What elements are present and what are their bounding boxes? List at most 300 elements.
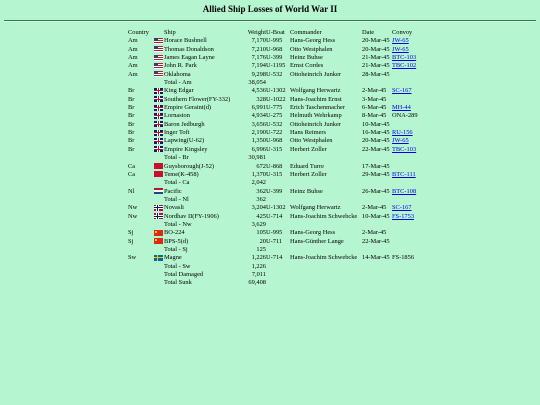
- country-cell: Ca: [128, 162, 136, 170]
- convoy-cell: [392, 54, 426, 62]
- empty-cell: [362, 196, 392, 204]
- flag-cell: [154, 137, 164, 145]
- country-cell: Br: [128, 129, 135, 137]
- ship-name-cell: Empire Kingsley: [164, 145, 208, 153]
- empty-cell: [392, 271, 426, 279]
- ship-name-cell: Teme(K-458): [164, 170, 199, 178]
- commander-cell: Heinz Buhse: [290, 54, 323, 62]
- total-weight: 2,042: [251, 179, 266, 187]
- header-date: Date: [362, 29, 375, 36]
- weight-cell: 1,350: [251, 137, 266, 145]
- ship-name-cell: BO-224: [164, 229, 185, 237]
- uboat-cell: U-968: [266, 137, 283, 145]
- convoy-link[interactable]: BTC-103: [392, 54, 417, 62]
- country-cell: Am: [128, 62, 138, 70]
- total-label: Total - Sj: [164, 245, 188, 253]
- total-label: Total Sunk: [164, 279, 192, 287]
- empty-cell: [392, 154, 426, 162]
- uk-flag-icon: [154, 130, 163, 136]
- table-row: [128, 54, 426, 62]
- se-flag-icon: [154, 255, 163, 261]
- weight-cell: 4,934: [251, 112, 266, 120]
- date-cell: 20-Mar-45: [362, 137, 390, 145]
- commander-cell: Hans-Günther Lange: [290, 237, 344, 245]
- country-cell: Am: [128, 45, 138, 53]
- weight-cell: 7,170: [251, 37, 266, 45]
- total-row: [128, 196, 426, 204]
- commander-cell: Hans-Joachim Schwebcke: [290, 212, 358, 220]
- total-row: [128, 154, 426, 162]
- empty-cell: [154, 179, 164, 187]
- flag-cell: [154, 163, 164, 171]
- table-row: [128, 46, 426, 54]
- uboat-cell: U-714: [266, 254, 283, 262]
- convoy-link[interactable]: JW-65: [392, 137, 409, 145]
- weight-cell: 3,656: [251, 120, 266, 128]
- convoy-cell: ONA-289: [392, 112, 418, 120]
- commander-cell: Helmuth Wehrkamp: [290, 112, 342, 120]
- date-cell: 10-Mar-45: [362, 120, 390, 128]
- empty-cell: [362, 279, 392, 287]
- uboat-cell: U-1195: [266, 62, 286, 70]
- uboat-cell: U-995: [266, 37, 283, 45]
- date-cell: 2-Mar-45: [362, 204, 387, 212]
- flag-cell: [154, 204, 164, 212]
- table-row: [128, 62, 426, 70]
- uboat-cell: U-275: [266, 112, 283, 120]
- ship-name-cell: Lapwing(U-62): [164, 137, 205, 145]
- uboat-cell: U-711: [266, 237, 283, 245]
- convoy-cell: [392, 146, 426, 154]
- empty-cell: [154, 279, 164, 287]
- commander-cell: Herbert Zoller: [290, 170, 327, 178]
- uboat-cell: U-399: [266, 187, 283, 195]
- losses-table: [128, 29, 426, 288]
- date-cell: 2-Mar-45: [362, 229, 387, 237]
- table-row: [128, 204, 426, 212]
- empty-cell: [128, 196, 154, 204]
- empty-cell: [154, 196, 164, 204]
- commander-cell: Wolfgang Herwartz: [290, 87, 341, 95]
- header-weight: Weight: [247, 29, 266, 36]
- weight-cell: 4,536: [251, 87, 266, 95]
- empty-cell: [128, 263, 154, 271]
- date-cell: 10-Mar-45: [362, 212, 390, 220]
- commander-cell: Hans Reimers: [290, 129, 327, 137]
- commander-cell: Heinz Buhse: [290, 187, 323, 195]
- header-convoy: Convoy: [392, 29, 413, 36]
- total-label: Total - Ca: [164, 179, 190, 187]
- convoy-cell: [392, 62, 426, 70]
- convoy-link[interactable]: BTC-111: [392, 170, 416, 178]
- total-weight: 125: [256, 245, 266, 253]
- ship-name-cell: Magne: [164, 254, 182, 262]
- page-title: Allied Ship Losses of World War II: [202, 4, 338, 14]
- convoy-cell: [392, 204, 426, 212]
- empty-cell: [128, 221, 154, 229]
- empty-cell: [392, 196, 426, 204]
- us-flag-icon: [154, 55, 163, 61]
- ship-name-cell: Nordhav II(FY-1906): [164, 212, 219, 220]
- table-row: [128, 121, 426, 129]
- total-row: [128, 179, 426, 187]
- flag-cell: [154, 54, 164, 62]
- empty-cell: [290, 79, 362, 87]
- flag-cell: [154, 229, 164, 237]
- table-row: [128, 71, 426, 79]
- total-row: [128, 246, 426, 254]
- empty-cell: [290, 154, 362, 162]
- commander-cell: Hans-Joachim Schwebcke: [290, 254, 358, 262]
- weight-cell: 1,370: [251, 170, 266, 178]
- date-cell: 22-Mar-45: [362, 145, 390, 153]
- empty-cell: [266, 79, 290, 87]
- ca-flag-icon: [154, 163, 163, 169]
- ship-name-cell: James Eagan Layne: [164, 54, 215, 62]
- ship-name-cell: Guysborough(J-52): [164, 162, 215, 170]
- empty-cell: [128, 79, 154, 87]
- empty-cell: [290, 279, 362, 287]
- total-weight: 38,054: [248, 79, 266, 87]
- flag-cell: [154, 213, 164, 221]
- empty-cell: [362, 271, 392, 279]
- date-cell: 26-Mar-45: [362, 187, 390, 195]
- convoy-cell: [392, 171, 426, 179]
- empty-cell: [290, 271, 362, 279]
- table-row: [128, 171, 426, 179]
- empty-cell: [154, 263, 164, 271]
- commander-cell: Erich Taschenmacher: [290, 104, 345, 112]
- empty-cell: [266, 279, 290, 287]
- total-label: Total - Sw: [164, 262, 191, 270]
- total-label: Total - Nl: [164, 195, 189, 203]
- empty-cell: [392, 179, 426, 187]
- commander-cell: Ottoheinrich Junker: [290, 70, 341, 78]
- date-cell: 20-Mar-45: [362, 37, 390, 45]
- total-row: [128, 79, 426, 87]
- country-cell: Br: [128, 87, 135, 95]
- convoy-link[interactable]: JW-65: [392, 45, 409, 53]
- table-row: [128, 238, 426, 246]
- uboat-cell: U-775: [266, 104, 283, 112]
- table-row: [128, 188, 426, 196]
- uboat-cell: U-315: [266, 145, 283, 153]
- convoy-cell: FS-1856: [392, 254, 415, 262]
- empty-cell: [128, 279, 154, 287]
- weight-cell: 105: [256, 229, 266, 237]
- convoy-cell: [392, 46, 426, 54]
- table-row: [128, 104, 426, 112]
- empty-cell: [266, 246, 290, 254]
- flag-cell: [154, 96, 164, 104]
- total-label: Total - Am: [164, 79, 192, 87]
- date-cell: 2-Mar-45: [362, 87, 387, 95]
- country-cell: Nl: [128, 187, 135, 195]
- date-cell: 21-Mar-45: [362, 54, 390, 62]
- empty-cell: [266, 179, 290, 187]
- table-row: [128, 37, 426, 45]
- convoy-cell: [392, 96, 426, 104]
- ship-name-cell: BPS-5(d): [164, 237, 189, 245]
- date-cell: 6-Mar-45: [362, 104, 387, 112]
- country-cell: Br: [128, 95, 135, 103]
- uboat-cell: U-1302: [266, 87, 286, 95]
- flag-cell: [154, 104, 164, 112]
- empty-cell: [392, 246, 426, 254]
- empty-cell: [154, 79, 164, 87]
- weight-cell: 7,176: [251, 54, 266, 62]
- table-row: [128, 87, 426, 95]
- flag-cell: [154, 146, 164, 154]
- flag-cell: [154, 87, 164, 95]
- date-cell: 29-Mar-45: [362, 170, 390, 178]
- empty-cell: [290, 179, 362, 187]
- uk-flag-icon: [154, 138, 163, 144]
- country-cell: Sw: [128, 254, 137, 262]
- convoy-link[interactable]: RU-156: [392, 129, 413, 137]
- uboat-cell: U-532: [266, 70, 283, 78]
- us-flag-icon: [154, 46, 163, 52]
- convoy-cell: [392, 87, 426, 95]
- empty-cell: [154, 221, 164, 229]
- convoy-cell: [392, 71, 426, 79]
- flag-cell: [154, 46, 164, 54]
- empty-cell: [362, 263, 392, 271]
- empty-cell: [266, 263, 290, 271]
- total-weight: 362: [256, 195, 266, 203]
- header-ship: Ship: [164, 29, 176, 36]
- flag-cell: [154, 62, 164, 70]
- empty-cell: [392, 221, 426, 229]
- date-cell: 20-Mar-45: [362, 45, 390, 53]
- weight-cell: 2,190: [251, 129, 266, 137]
- convoy-cell: [392, 129, 426, 137]
- us-flag-icon: [154, 63, 163, 69]
- uk-flag-icon: [154, 146, 163, 152]
- table-header-row: [128, 29, 426, 37]
- commander-cell: Hans-Joachim Ernst: [290, 95, 342, 103]
- flag-cell: [154, 112, 164, 120]
- total-weight: 7,011: [251, 270, 266, 278]
- country-cell: Sj: [128, 229, 134, 237]
- flag-cell: [154, 254, 164, 262]
- weight-cell: 6,991: [251, 104, 266, 112]
- commander-cell: Otto Westphalen: [290, 45, 333, 53]
- empty-cell: [362, 221, 392, 229]
- empty-cell: [392, 279, 426, 287]
- flag-cell: [154, 188, 164, 196]
- empty-cell: [392, 263, 426, 271]
- country-cell: Br: [128, 137, 135, 145]
- convoy-link[interactable]: TBC-103: [392, 145, 417, 153]
- empty-cell: [266, 196, 290, 204]
- commander-cell: Hans-Georg Hess: [290, 37, 336, 45]
- empty-cell: [266, 154, 290, 162]
- commander-cell: Ernst Cordes: [290, 62, 324, 70]
- no-flag-icon: [154, 213, 163, 219]
- no-flag-icon: [154, 205, 163, 211]
- date-cell: 21-Mar-45: [362, 62, 390, 70]
- convoy-cell: [392, 121, 426, 129]
- us-flag-icon: [154, 71, 163, 77]
- convoy-cell: [392, 213, 426, 221]
- flag-cell: [154, 37, 164, 45]
- country-cell: Nw: [128, 204, 138, 212]
- weight-cell: 362: [256, 187, 266, 195]
- total-weight: 1,226: [251, 262, 266, 270]
- weight-cell: 3,204: [251, 204, 266, 212]
- empty-cell: [128, 179, 154, 187]
- weight-cell: 9,298: [251, 70, 266, 78]
- convoy-cell: [392, 37, 426, 45]
- empty-cell: [154, 271, 164, 279]
- uboat-cell: U-968: [266, 45, 283, 53]
- table-row: [128, 229, 426, 237]
- commander-cell: Eduard Turre: [290, 162, 324, 170]
- empty-cell: [290, 263, 362, 271]
- uboat-cell: U-868: [266, 162, 283, 170]
- weight-cell: 328: [256, 95, 266, 103]
- ship-name-cell: Novasli: [164, 204, 184, 212]
- convoy-link[interactable]: BTC-108: [392, 187, 417, 195]
- ship-name-cell: John R. Park: [164, 62, 197, 70]
- country-cell: Br: [128, 145, 135, 153]
- cn-flag-icon: [154, 238, 163, 244]
- weight-cell: 7,210: [251, 45, 266, 53]
- convoy-cell: [392, 238, 426, 246]
- ship-name-cell: Lornaston: [164, 112, 190, 120]
- weight-cell: 425: [256, 212, 266, 220]
- horizontal-rule: [4, 20, 536, 22]
- empty-cell: [154, 154, 164, 162]
- total-row: [128, 263, 426, 271]
- empty-cell: [392, 79, 426, 87]
- convoy-link[interactable]: JW-65: [392, 37, 409, 45]
- date-cell: 14-Mar-45: [362, 254, 390, 262]
- uboat-cell: U-722: [266, 129, 283, 137]
- country-cell: Br: [128, 104, 135, 112]
- us-flag-icon: [154, 38, 163, 44]
- total-label: Total - Br: [164, 154, 189, 162]
- ship-name-cell: Inger Toft: [164, 129, 190, 137]
- ship-name-cell: Oklahoma: [164, 70, 191, 78]
- country-cell: Am: [128, 37, 138, 45]
- convoy-link[interactable]: SC-167: [392, 87, 412, 95]
- convoy-cell: [392, 163, 426, 171]
- uboat-cell: U-1022: [266, 95, 286, 103]
- flag-cell: [154, 121, 164, 129]
- country-cell: Br: [128, 120, 135, 128]
- country-cell: Am: [128, 54, 138, 62]
- weight-cell: 7,194: [251, 62, 266, 70]
- table-row: [128, 96, 426, 104]
- total-weight: 30,981: [248, 154, 266, 162]
- convoy-link[interactable]: FS-1753: [392, 212, 415, 220]
- empty-cell: [290, 196, 362, 204]
- convoy-cell: [392, 104, 426, 112]
- table-row: [128, 129, 426, 137]
- ship-name-cell: Horace Bushnell: [164, 37, 207, 45]
- country-cell: Sj: [128, 237, 134, 245]
- total-row: [128, 271, 426, 279]
- empty-cell: [128, 246, 154, 254]
- convoy-cell: [392, 137, 426, 145]
- uk-flag-icon: [154, 121, 163, 127]
- uboat-cell: U-532: [266, 120, 283, 128]
- total-row: [128, 221, 426, 229]
- weight-cell: 672: [256, 162, 266, 170]
- uk-flag-icon: [154, 96, 163, 102]
- uboat-cell: U-315: [266, 170, 283, 178]
- total-weight: 3,629: [251, 220, 266, 228]
- convoy-link[interactable]: SC-167: [392, 204, 412, 212]
- table-row: [128, 146, 426, 154]
- header-country: Country: [128, 29, 149, 36]
- date-cell: 22-Mar-45: [362, 237, 390, 245]
- table-row: [128, 137, 426, 145]
- convoy-link[interactable]: TBC-102: [392, 62, 417, 70]
- uboat-cell: U-995: [266, 229, 283, 237]
- table-row: [128, 163, 426, 171]
- ship-name-cell: Southern Flower(FY-332): [164, 95, 231, 103]
- flag-cell: [154, 71, 164, 79]
- table-row: [128, 254, 426, 262]
- country-cell: Ca: [128, 170, 136, 178]
- nl-flag-icon: [154, 188, 163, 194]
- commander-cell: Hans-Georg Hess: [290, 229, 336, 237]
- uk-flag-icon: [154, 113, 163, 119]
- country-cell: Br: [128, 112, 135, 120]
- commander-cell: Ottoheinrich Junker: [290, 120, 341, 128]
- weight-cell: 1,226: [251, 254, 266, 262]
- uboat-cell: U-1302: [266, 204, 286, 212]
- empty-cell: [362, 246, 392, 254]
- ca-flag-icon: [154, 171, 163, 177]
- empty-cell: [154, 246, 164, 254]
- country-cell: Nw: [128, 212, 138, 220]
- flag-cell: [154, 171, 164, 179]
- convoy-cell: [392, 188, 426, 196]
- uk-flag-icon: [154, 105, 163, 111]
- date-cell: 8-Mar-45: [362, 112, 387, 120]
- commander-cell: Herbert Zoller: [290, 145, 327, 153]
- uboat-cell: U-399: [266, 54, 283, 62]
- ship-name-cell: Thomas Donaldson: [164, 45, 214, 53]
- commander-cell: Wolfgang Herwartz: [290, 204, 341, 212]
- empty-cell: [266, 221, 290, 229]
- empty-cell: [128, 154, 154, 162]
- weight-cell: 20: [259, 237, 266, 245]
- flag-cell: [154, 129, 164, 137]
- empty-cell: [362, 154, 392, 162]
- country-cell: Am: [128, 70, 138, 78]
- date-cell: 3-Mar-45: [362, 95, 387, 103]
- ship-name-cell: Empire Geraint(d): [164, 104, 212, 112]
- total-row: [128, 279, 426, 287]
- convoy-cell: [392, 229, 426, 237]
- weight-cell: 6,996: [251, 145, 266, 153]
- empty-cell: [362, 79, 392, 87]
- total-label: Total - Nw: [164, 220, 192, 228]
- date-cell: 16-Mar-45: [362, 129, 390, 137]
- table-row: [128, 112, 426, 120]
- total-weight: 69,408: [248, 279, 266, 287]
- flag-cell: [154, 238, 164, 246]
- header-flag-spacer: [154, 29, 164, 37]
- commander-cell: Otto Westphalen: [290, 137, 333, 145]
- convoy-link[interactable]: MH-44: [392, 104, 411, 112]
- date-cell: 17-Mar-45: [362, 162, 390, 170]
